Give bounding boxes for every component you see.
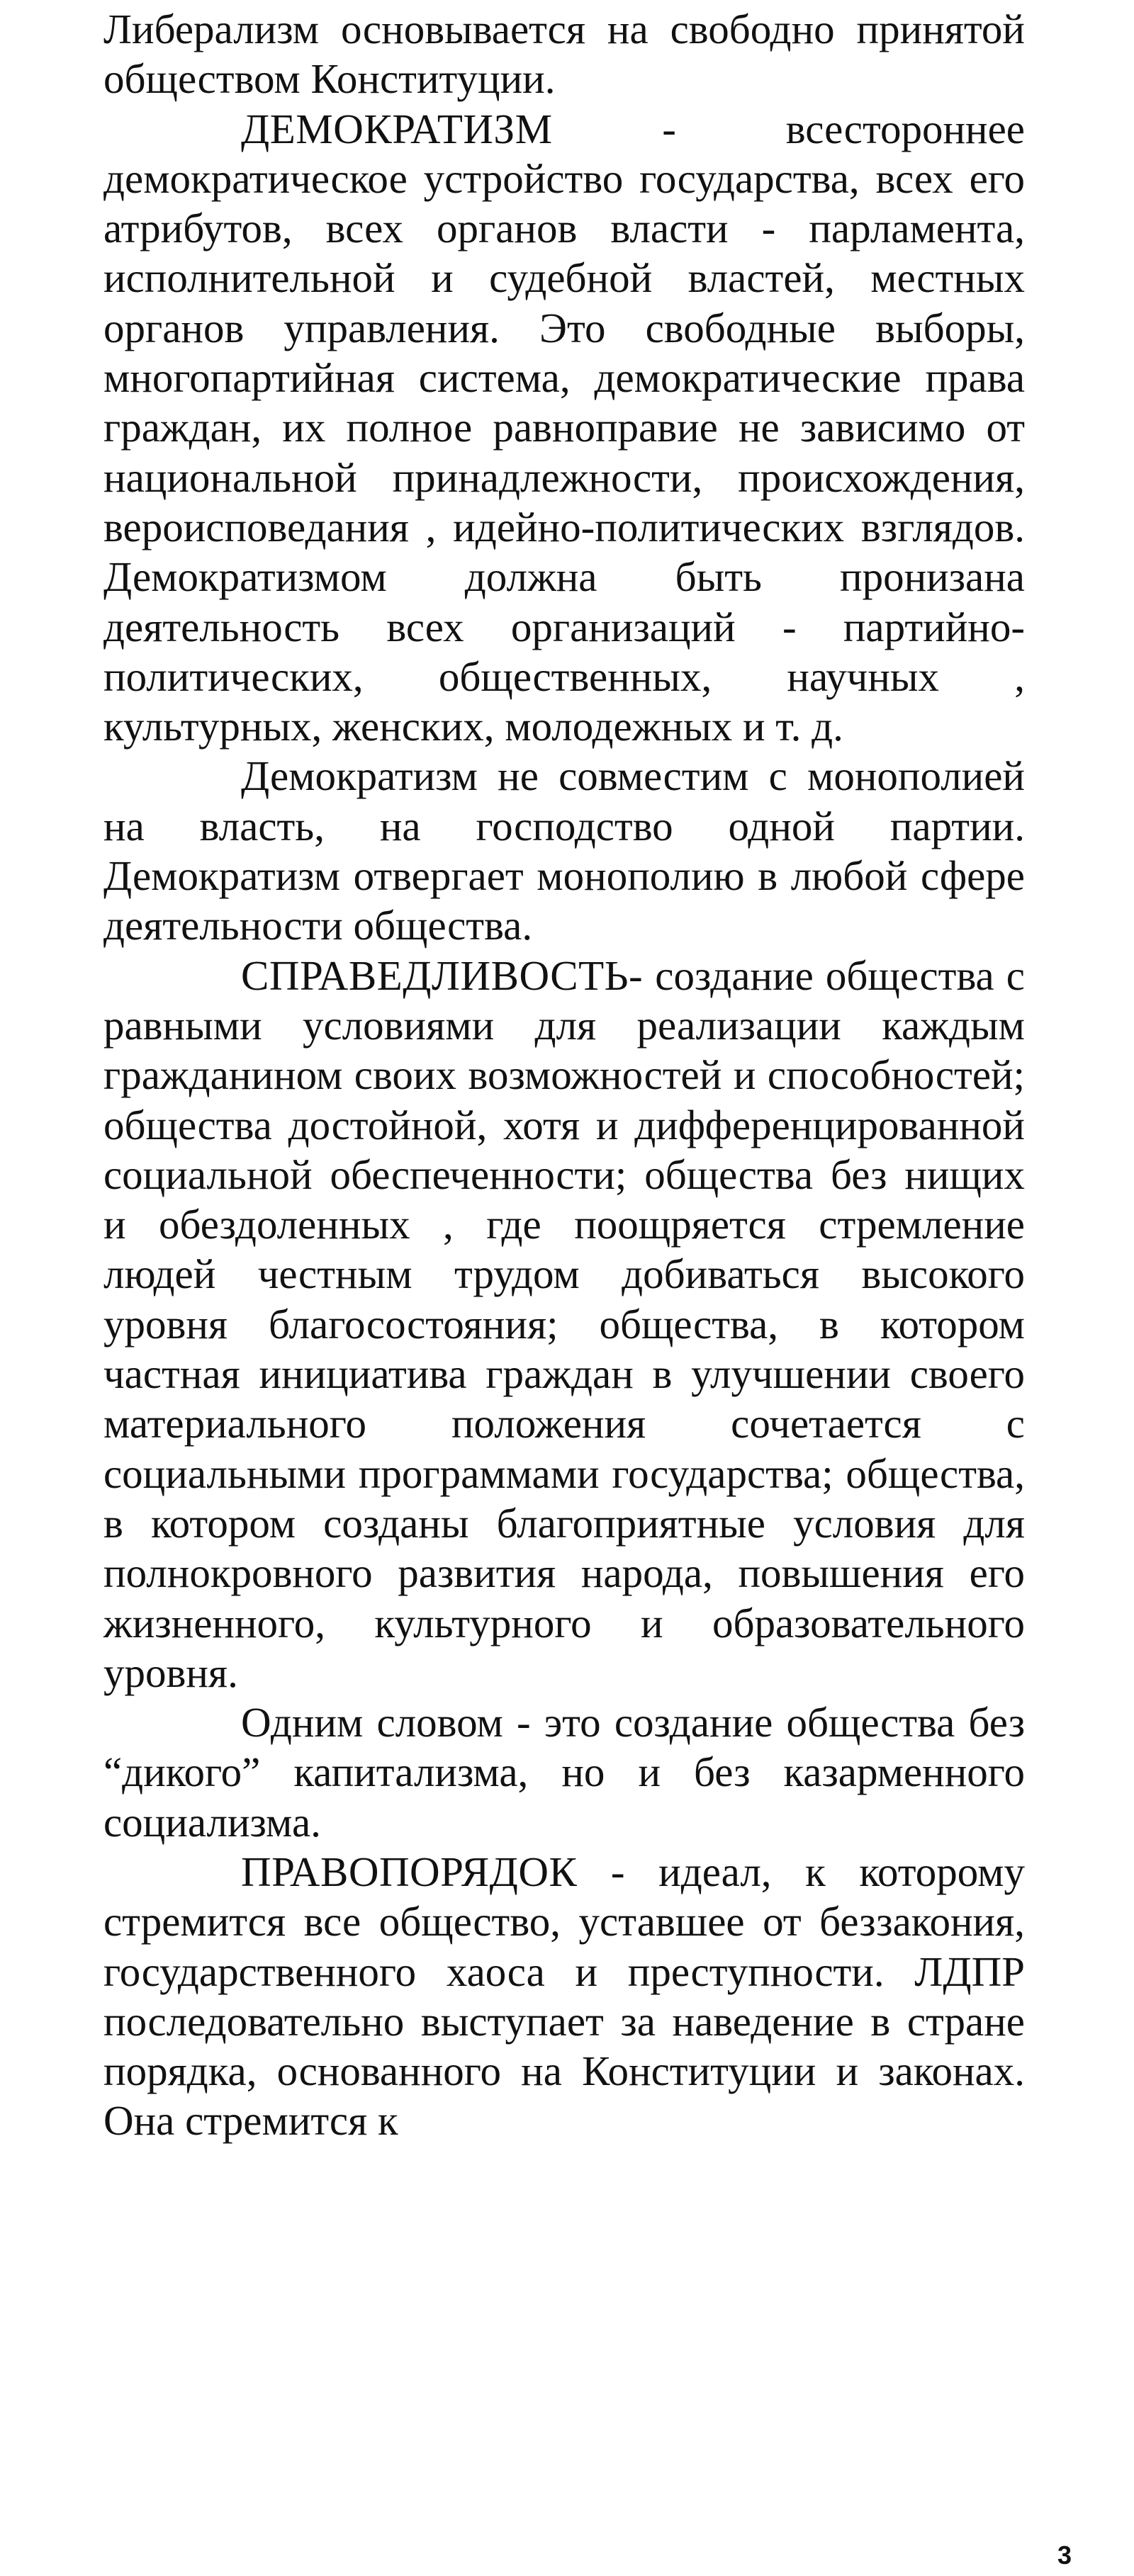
paragraph-text: - идеал, к которому стремится все общество, уставшее от беззакония, государственного хаоса и преступности. ЛДПР последовательно выступает за наведение в стране порядка, основанного на Конституции и законах. Она стремится к (103, 1848, 1025, 2145)
paragraph-summary (103, 1697, 1025, 1847)
paragraph-liberalism-end (103, 4, 1025, 104)
paragraph-justice (103, 951, 1025, 1697)
paragraph-text: Либерализм основывается на свободно принятой обществом Конституции. (103, 6, 1025, 103)
paragraph-democratism (103, 104, 1025, 752)
term-heading-democratism: ДЕМОКРАТИЗМ (241, 105, 553, 152)
body-text (103, 4, 1025, 2146)
term-heading-law-and-order: ПРАВОПОРЯДОК (241, 1848, 578, 1895)
page-number: 3 (1057, 2541, 1072, 2570)
term-heading-justice: СПРАВЕДЛИВОСТЬ- (241, 951, 644, 999)
paragraph-text: Демократизм не совместим с монополией на власть, на господство одной партии. Демократизм отвергает монополию в любой сфере деятельности общества. (103, 752, 1025, 949)
paragraph-democratism-monopoly (103, 751, 1025, 950)
paragraph-text: Одним словом - это создание общества без “дикого” капитализма, но и без казарменного социализма. (103, 1699, 1025, 1846)
paragraph-text: создание общества с равными условиями для реализации каждым гражданином своих возможностей и способностей; общества достойной, хотя и дифференцированной социальной обеспеченности; общества без нищих и обездоленных , где поощряется стремление людей честным трудом добиваться высокого уровня благосостояния; общества, в котором частная инициатива граждан в улучшении своего материального положения сочетается с социальными программами государства; общества, в котором созданы благоприятные условия для полнокровного развития народа, повышения его жизненного, культурного и образовательного уровня. (103, 951, 1025, 1696)
paragraph-law-and-order (103, 1847, 1025, 2146)
paragraph-text: - всестороннее демократическое устройство государства, всех его атрибутов, всех органов власти - парламента, исполнительной и судебной властей, местных органов управления. Это свободные выборы, многопартийная система, демократические права граждан, их полное равноправие не зависимо от национальной принадлежности, происхождения, вероисповедания , идейно-политических взглядов. Демократизмом должна быть пронизана деятельность всех организаций - партийно-политических, общественных, научных , культурных, женских, молодежных и т. д. (103, 105, 1025, 750)
